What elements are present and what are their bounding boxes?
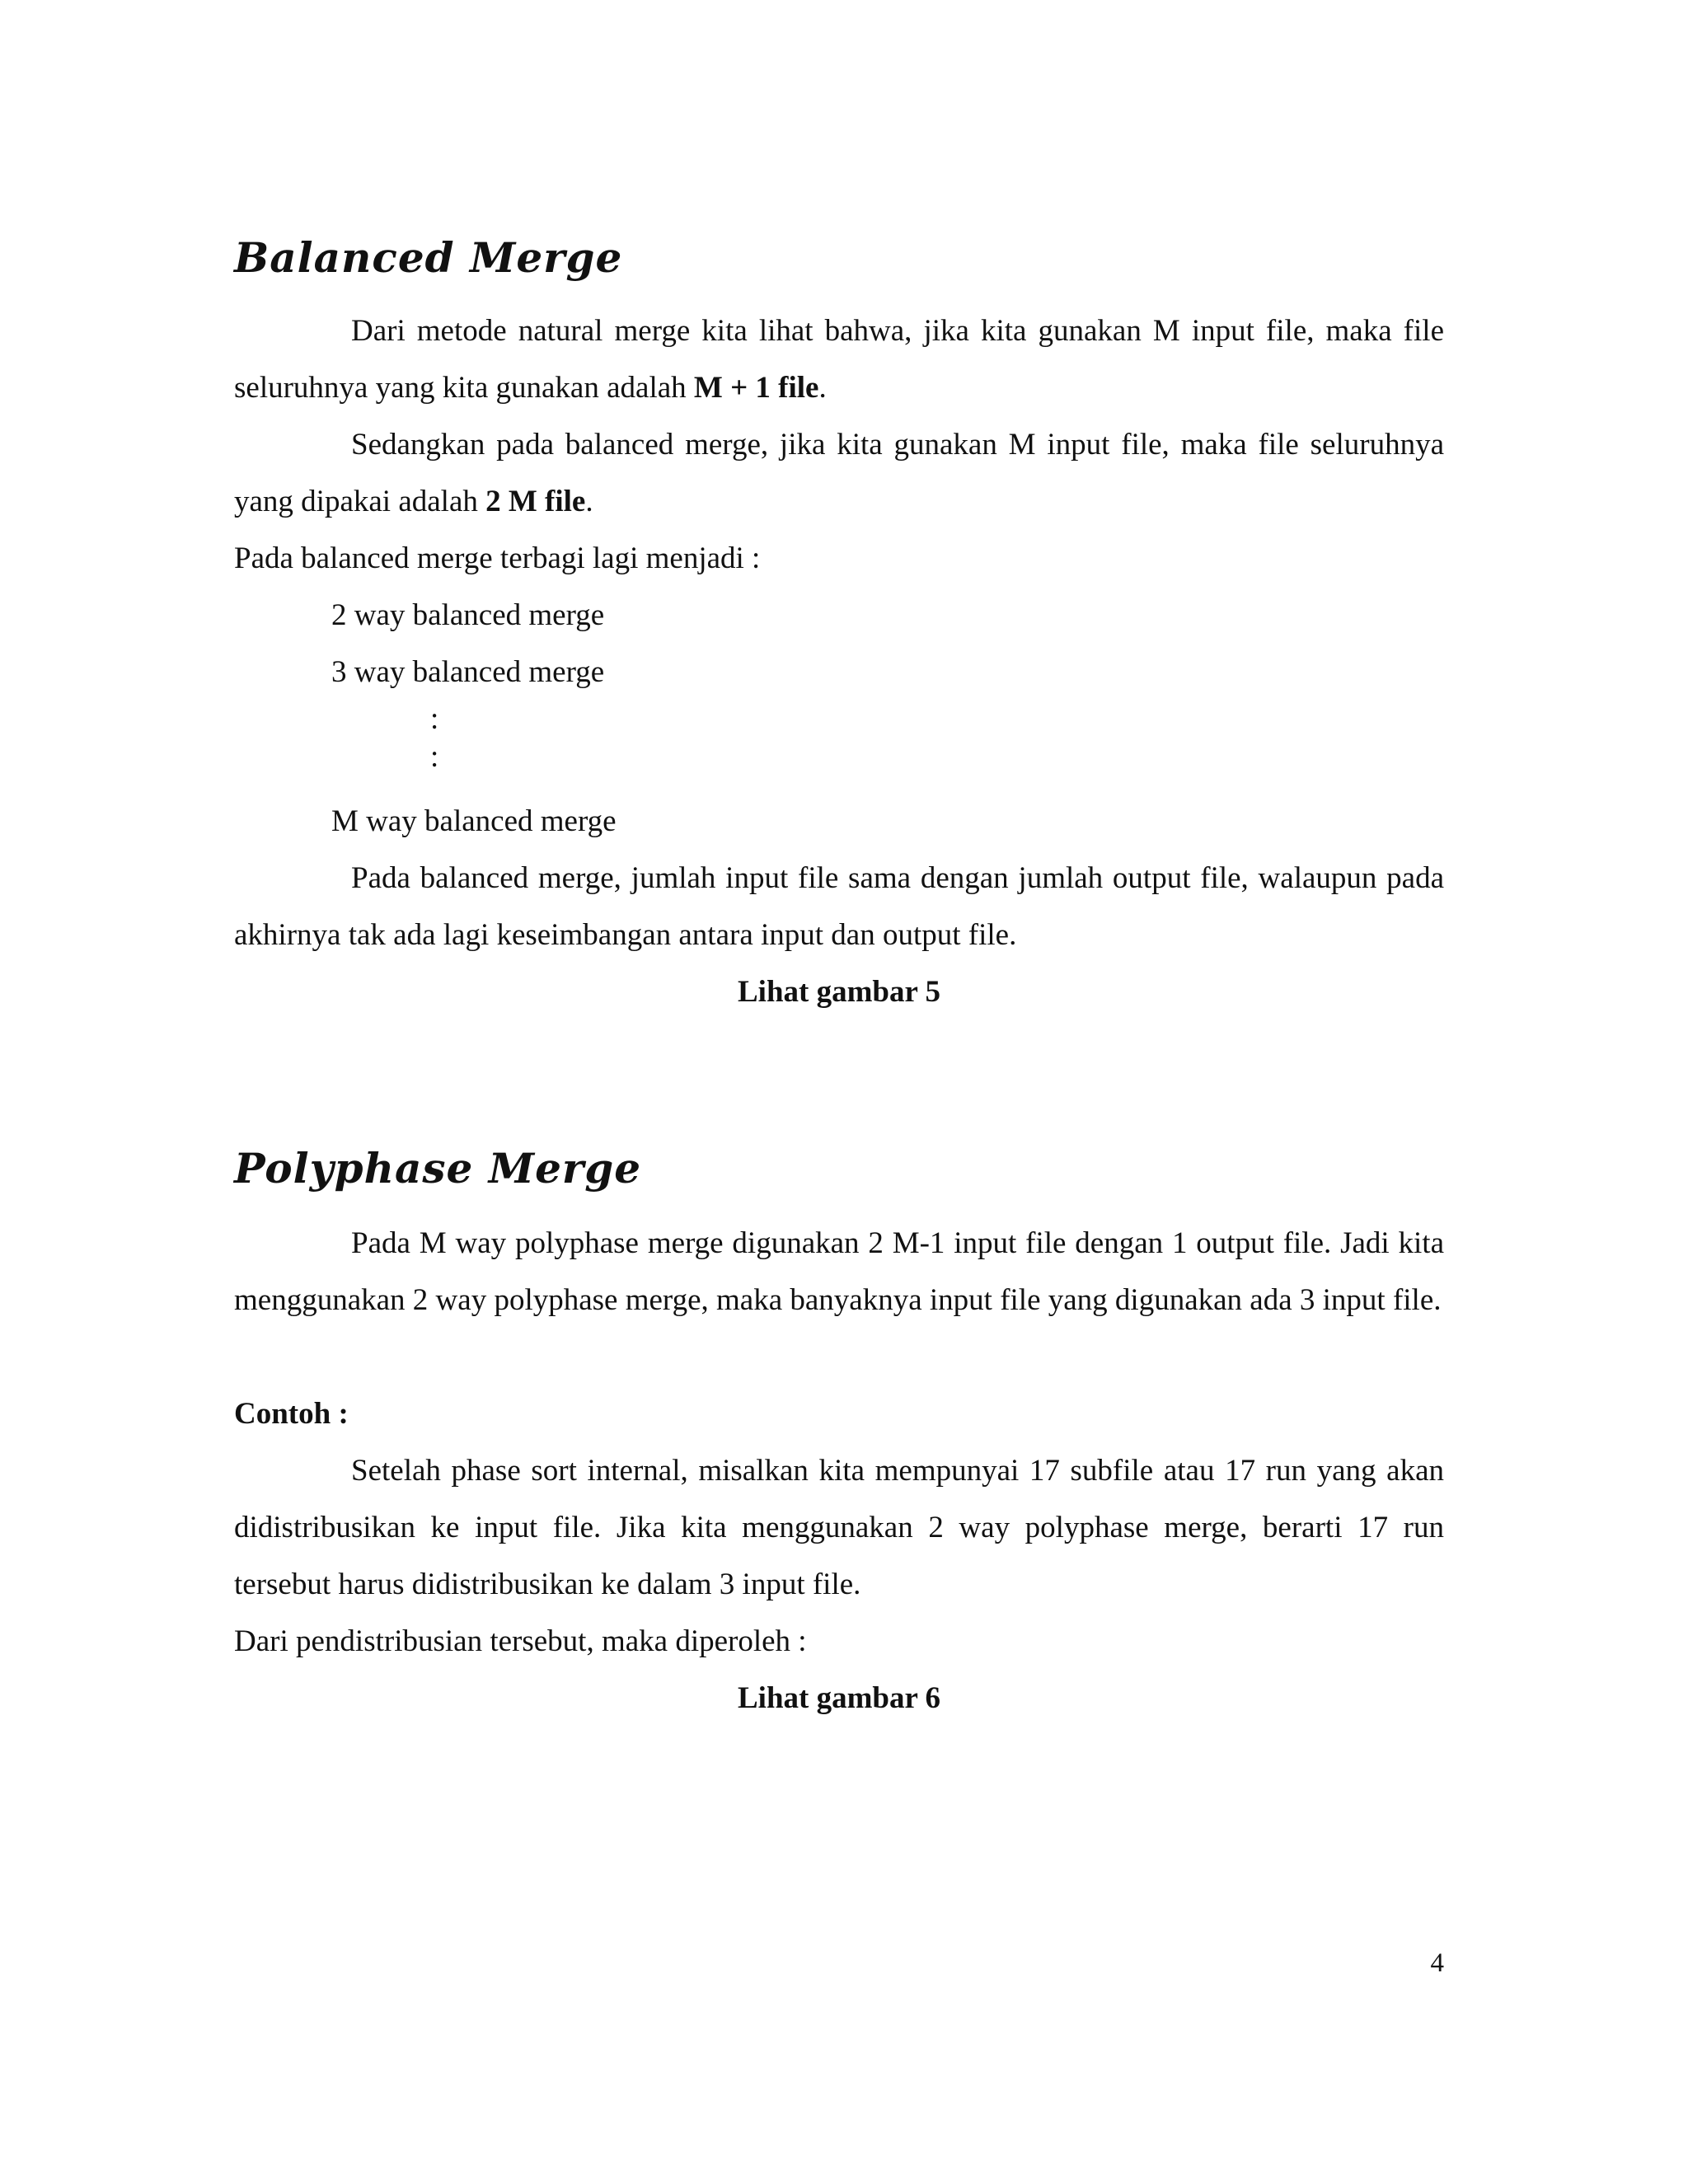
balanced-paragraph-2-bold: 2 M file bbox=[485, 485, 586, 518]
list-item: 3 way balanced merge bbox=[331, 655, 605, 689]
list-item: 2 way balanced merge bbox=[331, 598, 605, 632]
balanced-paragraph-1-text: Dari metode natural merge kita lihat bahwa, jika kita gunakan M input file, maka file seluruhnya yang kita gunakan adalah bbox=[234, 314, 1444, 405]
balanced-paragraph-2 bbox=[234, 416, 1444, 530]
figure-reference-6: Lihat gambar 6 bbox=[737, 1681, 940, 1715]
polyphase-paragraph-1: Pada M way polyphase merge digunakan 2 M-1 input file dengan 1 output file. Jadi kita menggunakan 2 way polyphase merge, maka banyaknya input file yang digunakan ada 3 input file. bbox=[234, 1226, 1444, 1317]
list-ellipsis: : bbox=[430, 702, 439, 736]
section-heading-balanced-merge: Balanced Merge bbox=[234, 233, 623, 282]
figure-reference-5: Lihat gambar 5 bbox=[737, 975, 940, 1009]
list-item: M way balanced merge bbox=[331, 804, 617, 838]
balanced-paragraph-2-text: Sedangkan pada balanced merge, jika kita gunakan M input file, maka file seluruhnya yang dipakai adalah bbox=[234, 428, 1444, 518]
balanced-paragraph-1-bold: M + 1 file bbox=[693, 371, 819, 405]
section-heading-polyphase-merge: Polyphase Merge bbox=[234, 1144, 642, 1193]
balanced-paragraph-1-end: . bbox=[818, 371, 827, 405]
list-ellipsis: : bbox=[430, 740, 439, 774]
example-label: Contoh : bbox=[234, 1397, 349, 1431]
balanced-paragraph-2-end: . bbox=[585, 485, 593, 518]
page-number: 4 bbox=[1430, 1948, 1444, 1978]
polyphase-paragraph-3: Dari pendistribusian tersebut, maka diperoleh : bbox=[234, 1624, 807, 1658]
balanced-paragraph-4: Pada balanced merge, jumlah input file sama dengan jumlah output file, walaupun pada akhirnya tak ada lagi keseimbangan antara input dan output file. bbox=[234, 861, 1444, 952]
polyphase-paragraph-2: Setelah phase sort internal, misalkan kita mempunyai 17 subfile atau 17 run yang akan didistribusikan ke input file. Jika kita menggunakan 2 way polyphase merge, berarti 17 run tersebut harus didistribusikan ke dalam 3 input file. bbox=[234, 1454, 1444, 1601]
balanced-paragraph-1 bbox=[234, 302, 1444, 416]
balanced-paragraph-3: Pada balanced merge terbagi lagi menjadi : bbox=[234, 541, 761, 575]
